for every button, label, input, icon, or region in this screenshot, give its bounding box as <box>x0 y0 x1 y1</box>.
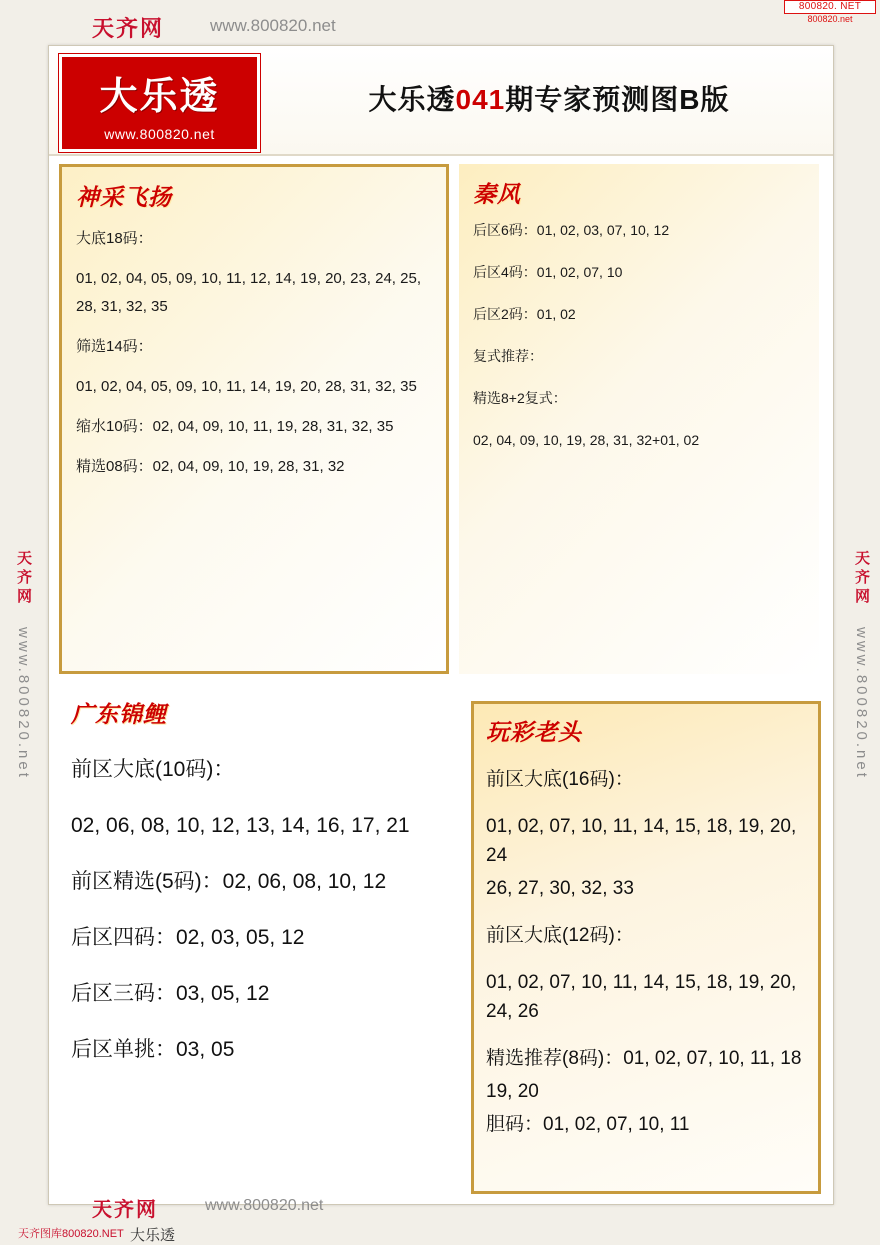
site-brand-top: 天齐网 <box>92 16 165 41</box>
panel-qinfeng <box>459 164 819 674</box>
bottom-cut-text: 大乐透 <box>130 1227 176 1244</box>
p2-row-2: 后区4码：01, 02, 07, 10 <box>473 264 623 280</box>
p3-line-6: 后区单挑：03, 05 <box>71 1038 235 1061</box>
page-title-suffix: 期专家预测图B版 <box>505 84 730 115</box>
panel-title-shencaifeiyang: 神采飞扬 <box>76 184 172 210</box>
side-brand-left: 天齐网 <box>15 550 32 608</box>
p1-line-4: 筛选14码： <box>76 338 153 355</box>
p2-row-4: 复式推荐： <box>473 348 543 364</box>
corner-badge-top: 800820. NET <box>784 0 876 14</box>
p1-line-7: 精选08码：02, 04, 09, 10, 19, 28, 31, 32 <box>76 458 345 475</box>
top-watermark-strip <box>0 8 880 42</box>
page-title-prefix: 大乐透 <box>368 84 456 115</box>
side-url-left: www.800820.net <box>15 627 32 780</box>
corner-badge-bottom: 800820.net <box>807 14 853 24</box>
p1-line-6: 缩水10码：02, 04, 09, 10, 11, 19, 28, 31, 32, 35 <box>76 418 394 435</box>
p2-row-1: 后区6码：01, 02, 03, 07, 10, 12 <box>473 222 670 238</box>
p3-line-5: 后区三码：03, 05, 12 <box>71 982 270 1005</box>
side-brand-right: 天齐网 <box>853 550 870 608</box>
logo-title: 大乐透 <box>99 76 220 118</box>
panel-shencaifeiyang <box>59 164 449 674</box>
panel-title-qinfeng: 秦风 <box>473 181 521 207</box>
p4-line-1: 前区大底(16码)： <box>486 769 634 790</box>
site-url-bottom: www.800820.net <box>205 1197 324 1214</box>
prediction-sheet <box>48 45 834 1205</box>
right-watermark <box>844 150 874 1180</box>
p2-row-6: 02, 04, 09, 10, 19, 28, 31, 32+01, 02 <box>473 432 700 448</box>
p4-line-4: 前区大底(12码)： <box>486 925 634 946</box>
p3-line-2: 02, 06, 08, 10, 12, 13, 14, 16, 17, 21 <box>71 814 410 837</box>
p3-line-3: 前区精选(5码)：02, 06, 08, 10, 12 <box>71 870 387 893</box>
panel-wancailaotou <box>471 701 821 1194</box>
p3-line-4: 后区四码：02, 03, 05, 12 <box>71 926 305 949</box>
p1-line-3: 28, 31, 32, 35 <box>76 298 168 315</box>
site-brand-bottom: 天齐网 <box>92 1199 158 1221</box>
p1-line-2: 01, 02, 04, 05, 09, 10, 11, 12, 14, 19, 20, 23, 24, 25, <box>76 270 421 287</box>
panel-guangdongjinli <box>59 686 467 1194</box>
p2-row-3: 后区2码：01, 02 <box>473 306 576 322</box>
site-url-top: www.800820.net <box>210 16 336 35</box>
left-watermark <box>6 150 36 1180</box>
p4-line-6: 精选推荐(8码)：01, 02, 07, 10, 11, 18 <box>486 1048 802 1069</box>
p4-line-7: 19, 20 <box>486 1081 539 1102</box>
bottom-note: 天齐图库800820.NET <box>18 1228 124 1240</box>
sheet-header <box>49 46 833 156</box>
page-title-issue: 041 <box>455 84 506 115</box>
p4-line-8: 胆码：01, 02, 07, 10, 11 <box>486 1114 690 1135</box>
panel-title-wancailaotou: 玩彩老头 <box>486 719 582 745</box>
p1-line-1: 大底18码： <box>76 230 153 247</box>
corner-badge <box>784 0 876 25</box>
p3-line-1: 前区大底(10码)： <box>71 758 235 781</box>
page-title <box>279 78 819 118</box>
p4-line-3: 26, 27, 30, 32, 33 <box>486 878 634 899</box>
bottom-watermark-strip <box>0 1193 880 1223</box>
p2-row-5: 精选8+2复式： <box>473 390 567 406</box>
logo-box <box>59 54 260 152</box>
p4-line-5: 01, 02, 07, 10, 11, 14, 15, 18, 19, 20, 24, 26 <box>486 972 797 1022</box>
p1-line-5: 01, 02, 04, 05, 09, 10, 11, 14, 19, 20, 28, 31, 32, 35 <box>76 378 417 395</box>
p4-line-2: 01, 02, 07, 10, 11, 14, 15, 18, 19, 20, 24 <box>486 816 797 866</box>
logo-url: www.800820.net <box>104 126 215 142</box>
side-url-right: www.800820.net <box>853 627 870 780</box>
panel-title-guangdongjinli: 广东锦鲤 <box>71 701 167 727</box>
